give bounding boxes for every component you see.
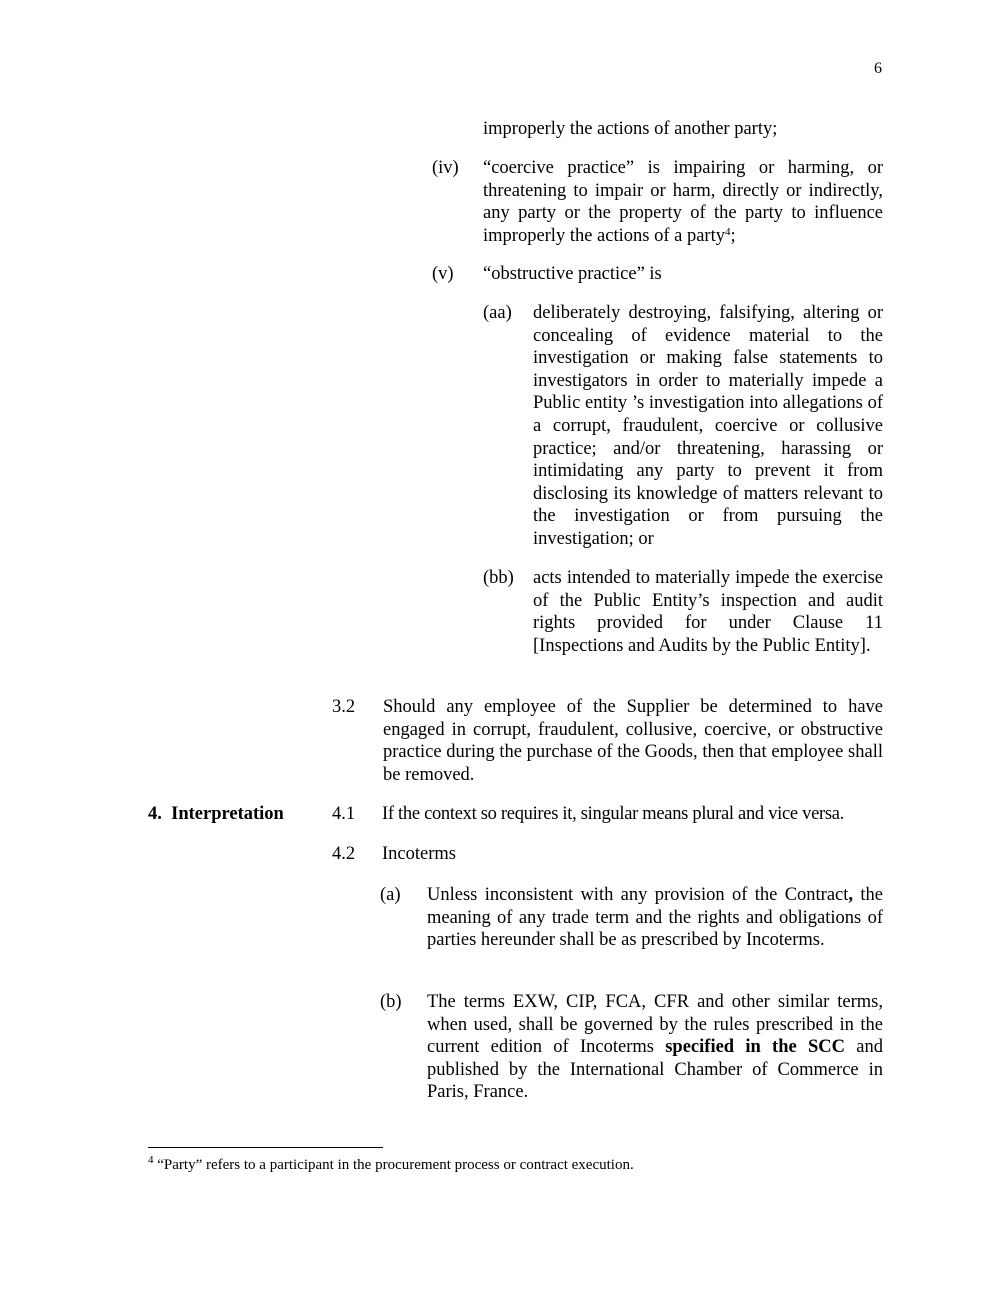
clause-4-1-number: 4.1 — [332, 804, 356, 824]
item-b-text — [427, 991, 883, 1104]
item-aa-label: (aa) — [483, 303, 512, 323]
item-a-text-1: Unless inconsistent with any provision of the Contract — [427, 885, 849, 905]
item-a-label: (a) — [380, 885, 401, 905]
item-v-label: (v) — [432, 264, 454, 284]
clause-4-2-text: Incoterms — [382, 844, 456, 864]
item-iv-tail: ; — [730, 225, 736, 246]
clause-3-2-text: Should any employee of the Supplier be determined to have engaged in corrupt, fraudulent, collusive, coercive, or obstructive practice during the purchase of the Goods, then that employee shall be removed. — [383, 697, 883, 785]
item-b-text-1: The terms EXW, CIP, FCA, CFR and other similar terms, when used, shall be governed by the rules prescribed in the current edition of Incoterms — [427, 992, 883, 1058]
item-iv-body: “coercive practice” is impairing or harming, or threatening to impair or harm, directly or indirectly, any party or the property of the party to influence improperly the actions of a party — [483, 158, 883, 246]
clause-3-2-number: 3.2 — [332, 697, 356, 717]
item-a-text-2: the meaning of any trade term and the rights and obligations of parties hereunder shall be as prescribed by Incoterms. — [427, 885, 883, 951]
item-b-text-2: and published by the International Chamber of Commerce in Paris, France. — [427, 1037, 883, 1103]
item-aa-text: deliberately destroying, falsifying, altering or concealing of evidence material to the investigation or making false statements to investigators in order to materially impede a Public entity ’s investigation into allegations of a corrupt, fraudulent, coercive or collusive practice; and/or threatening, harassing or intimidating any party to prevent it from disclosing its knowledge of matters relevant to the investigation or from pursuing the investigation; or — [533, 303, 883, 549]
page-number: 6 — [874, 60, 882, 77]
section-4-heading: 4. Interpretation — [148, 804, 284, 824]
footnote-text: “Party” refers to a participant in the procurement process or contract execution. — [153, 1157, 634, 1173]
clause-4-2-number: 4.2 — [332, 844, 356, 864]
item-iv-label: (iv) — [432, 158, 459, 178]
item-a-text — [427, 884, 883, 952]
item-v-text: “obstructive practice” is — [483, 264, 662, 284]
clause-4-1-text: If the context so requires it, singular means plural and vice versa. — [382, 804, 844, 824]
item-bb-label: (bb) — [483, 568, 514, 588]
footnote — [148, 1156, 634, 1174]
footnote-ref-4: 4 — [724, 225, 731, 238]
item-bb-text: acts intended to materially impede the exercise of the Public Entity’s inspection and audit rights provided for under Clause 11 [Inspections and Audits by the Public Entity]. — [533, 568, 883, 656]
item-b-bold: specified in the SCC — [665, 1037, 845, 1058]
footnote-separator — [148, 1147, 383, 1148]
item-a-bold-comma: , — [848, 885, 854, 905]
item-b-label: (b) — [380, 992, 402, 1012]
continuation-text: improperly the actions of another party; — [483, 119, 778, 139]
item-iv-text — [483, 157, 883, 247]
footnote-number: 4 — [148, 1154, 154, 1166]
